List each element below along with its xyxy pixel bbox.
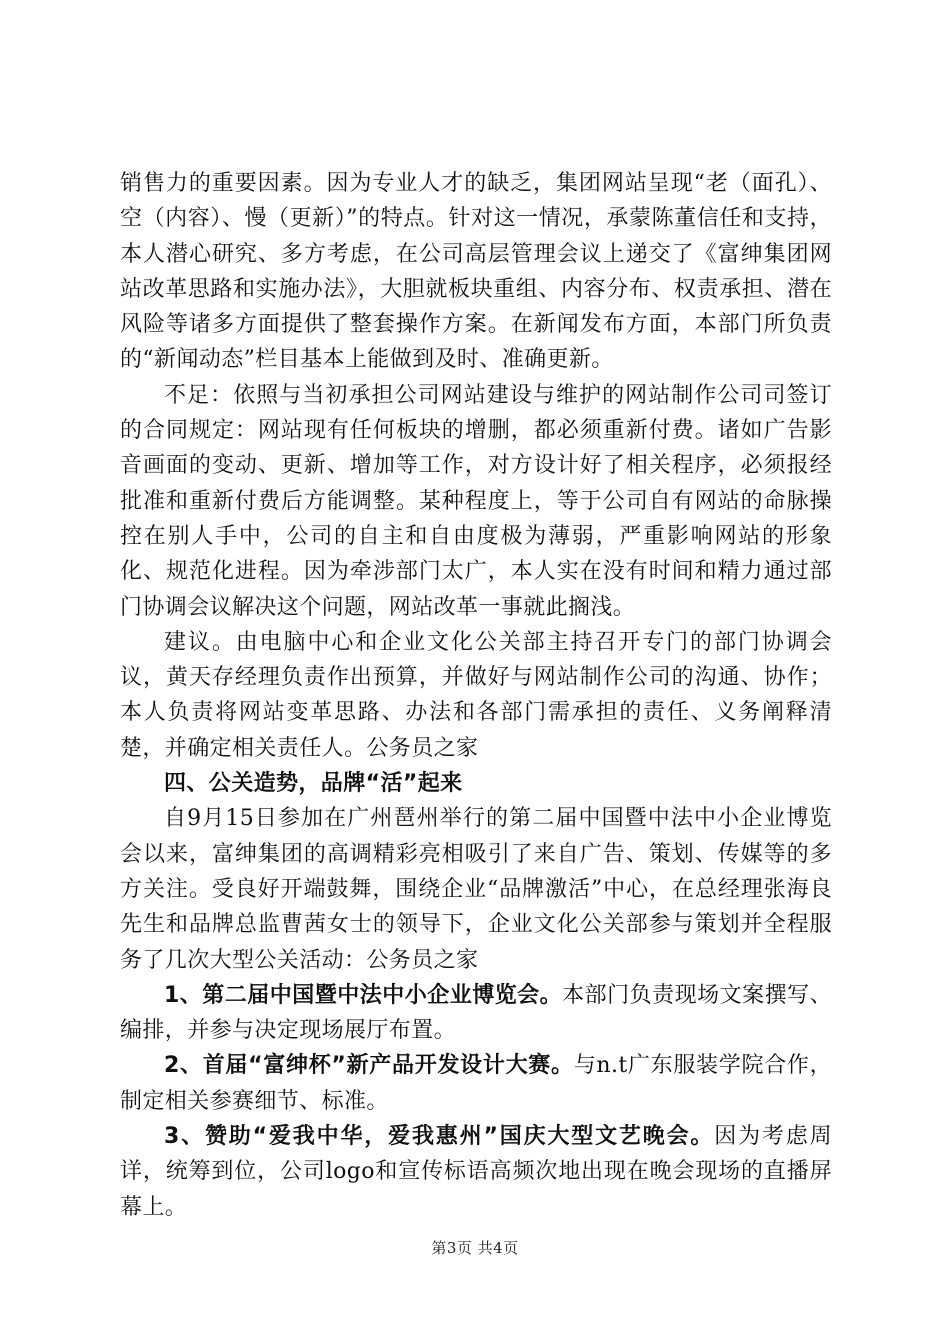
list-item-expo-title: 1、第二届中国暨中法中小企业博览会。 <box>164 982 563 1008</box>
list-item-gala-text: 因为考虑周详，统筹到位，公司logo和宣传标语高频次地出现在晚会现场的直播屏幕上。 <box>120 1124 832 1220</box>
document-body <box>120 166 832 1225</box>
list-item-gala-title: 3、赞助“爱我中华，爱我惠州”国庆大型文艺晚会。 <box>164 1124 715 1150</box>
paragraph-shortcomings: 不足：依照与当初承担公司网站建设与维护的网站制作公司司签订的合同规定：网站现有任何板块的增删，都必须重新付费。诸如广告影音画面的变动、更新、增加等工作，对方设计好了相关程序，必须报经批准和重新付费后方能调整。某种程度上，等于公司自有网站的命脉操控在别人手中，公司的自主和自由度极为薄弱，严重影响网站的形象化、规范化进程。因为牵涉部门太广，本人实在没有时间和精力通过部门协调会议解决这个问题，网站改革一事就此搁浅。 <box>120 382 832 620</box>
list-item-expo <box>120 978 832 1049</box>
page-number-footer: 第3页 共4页 <box>431 1239 519 1257</box>
list-item-design-contest-title: 2、首届“富绅杯”新产品开发设计大赛。 <box>164 1053 574 1079</box>
paragraph-suggestion: 建议。由电脑中心和企业文化公关部主持召开专门的部门协调会议，黄天存经理负责作出预算，并做好与网站制作公司的沟通、协作；本人负责将网站变革思路、办法和各部门需承担的责任、义务阐释清楚，并确定相关责任人。公务员之家 <box>120 629 832 761</box>
list-item-expo-text: 本部门负责现场文案撰写、编排，并参与决定现场展厅布置。 <box>120 982 832 1044</box>
section-heading-pr: 四、公关造势，品牌“活”起来 <box>164 771 463 797</box>
list-item-gala <box>120 1119 832 1225</box>
list-item-design-contest-text: 与n.t广东服装学院合作，制定相关参赛细节、标准。 <box>120 1053 832 1114</box>
list-item-design-contest <box>120 1048 832 1119</box>
paragraph-pr-intro: 自9月15日参加在广州琶州举行的第二届中国暨中法中小企业博览会以来，富绅集团的高调精彩亮相吸引了来自广告、策划、传媒等的多方关注。受良好开端鼓舞，围绕企业“品牌激活”中心，在总经理张海良先生和品牌总监曹茜女士的领导下，企业文化公关部参与策划并全程服务了几次大型公关活动：公务员之家 <box>120 806 832 973</box>
paragraph-website-status: 销售力的重要因素。因为专业人才的缺乏，集团网站呈现“老（面孔）、空（内容）、慢（更新）”的特点。针对这一情况，承蒙陈董信任和支持，本人潜心研究、多方考虑，在公司高层管理会议上递交了《富绅集团网站改革思路和实施办法》，大胆就板块重组、内容分布、权责承担、潜在风险等诸多方面提供了整套操作方案。在新闻发布方面，本部门所负责的“新闻动态”栏目基本上能做到及时、准确更新。 <box>120 171 832 373</box>
